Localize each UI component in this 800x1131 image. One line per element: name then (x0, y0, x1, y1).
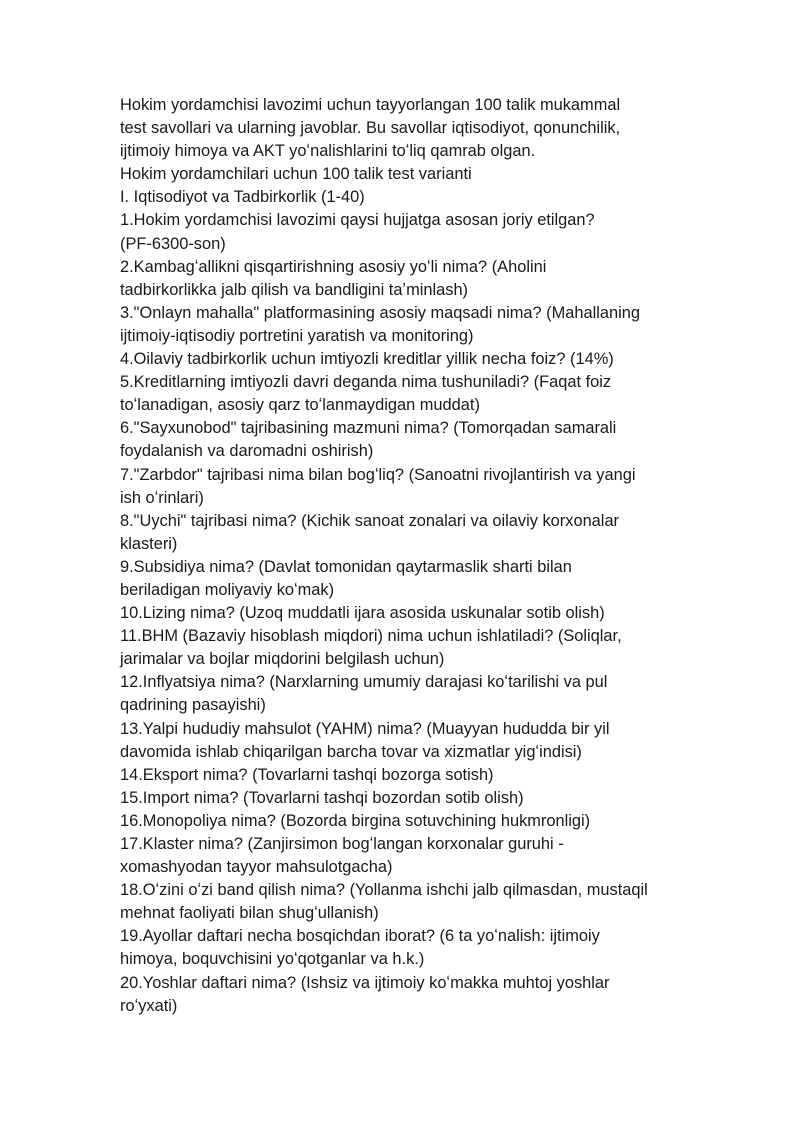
question-line: 9.Subsidiya nima? (Davlat tomonidan qaytarmaslik sharti bilan (120, 557, 572, 576)
question-line: 17.Klaster nima? (Zanjirsimon bogʻlangan korxonalar guruhi - (120, 835, 564, 853)
question-line: 3."Onlayn mahalla" platformasining asosiy maqsadi nima? (Mahallaning (120, 303, 641, 322)
question-line: mehnat faoliyati bilan shugʻullanish) (120, 904, 379, 923)
section-heading: I. Iqtisodiyot va Tadbirkorlik (1-40) (120, 188, 365, 207)
document-heading: Hokim yordamchilari uchun 100 talik test varianti (120, 165, 472, 184)
question-line: 2.Kambagʻallikni qisqartirishning asosiy yoʻli nima? (Aholini (120, 257, 547, 276)
question-line: 5.Kreditlarning imtiyozli davri deganda nima tushuniladi? (Faqat foiz (120, 373, 612, 392)
question-line: 1.Hokim yordamchisi lavozimi qaysi hujjatga asosan joriy etilgan? (120, 211, 595, 230)
question-line: 10.Lizing nima? (Uzoq muddatli ijara asosida uskunalar sotib olish) (120, 604, 605, 623)
question-line: 20.Yoshlar daftari nima? (Ishsiz va ijtimoiy koʻmakka muhtoj yoshlar (120, 973, 610, 992)
question-line: 4.Oilaviy tadbirkorlik uchun imtiyozli kreditlar yillik necha foiz? (14%) (120, 350, 614, 369)
question-line: qadrining pasayishi) (120, 696, 266, 715)
question-line: 12.Inflyatsiya nima? (Narxlarning umumiy darajasi koʻtarilishi va pul (120, 673, 608, 692)
question-line: 18.Oʻzini oʻzi band qilish nima? (Yollanma ishchi jalb qilmasdan, mustaqil (120, 881, 648, 900)
question-line: 6."Sayxunobod" tajribasining mazmuni nima? (Tomorqadan samarali (120, 419, 617, 438)
question-line: himoya, boquvchisini yoʻqotganlar va h.k.) (120, 950, 425, 969)
question-line: beriladigan moliyaviy koʻmak) (120, 580, 335, 599)
question-line: davomida ishlab chiqarilgan barcha tovar va xizmatlar yigʻindisi) (120, 742, 582, 761)
question-line: ish oʻrinlari) (120, 488, 204, 507)
intro-line: ijtimoiy himoya va AKT yoʻnalishlarini toʻliq qamrab olgan. (120, 142, 536, 161)
intro-line: test savollari va ularning javoblar. Bu savollar iqtisodiyot, qonunchilik, (120, 119, 621, 138)
question-line: klasteri) (120, 534, 178, 553)
question-line: ijtimoiy-iqtisodiy portretini yaratish va monitoring) (120, 326, 474, 345)
question-line: foydalanish va daromadni oshirish) (120, 442, 374, 461)
question-line: 8."Uychi" tajribasi nima? (Kichik sanoat zonalari va oilaviy korxonalar (120, 511, 620, 530)
question-line: (PF-6300-son) (120, 234, 226, 253)
question-line: tadbirkorlikka jalb qilish va bandligini taʼminlash) (120, 280, 469, 299)
question-line: jarimalar va bojlar miqdorini belgilash uchun) (120, 650, 445, 669)
question-line: 11.BHM (Bazaviy hisoblash miqdori) nima uchun ishlatiladi? (Soliqlar, (120, 627, 622, 646)
question-line: 19.Ayollar daftari necha bosqichdan iborat? (6 ta yoʻnalish: ijtimoiy (120, 927, 600, 946)
intro-line: Hokim yordamchisi lavozimi uchun tayyorlangan 100 talik mukammal (120, 96, 621, 114)
question-line: xomashyodan tayyor mahsulotgacha) (120, 858, 393, 877)
question-line: roʻyxati) (120, 996, 178, 1015)
question-line: 16.Monopoliya nima? (Bozorda birgina sotuvchining hukmronligi) (120, 811, 591, 830)
document-text (120, 94, 720, 1018)
question-line: 14.Eksport nima? (Tovarlarni tashqi bozorga sotish) (120, 765, 494, 784)
question-line: 15.Import nima? (Tovarlarni tashqi bozordan sotib olish) (120, 788, 524, 807)
question-line: toʻlanadigan, asosiy qarz toʻlanmaydigan muddat) (120, 396, 480, 415)
question-line: 7."Zarbdor" tajribasi nima bilan bogʻliq? (Sanoatni rivojlantirish va yangi (120, 465, 636, 484)
question-line: 13.Yalpi hududiy mahsulot (YAHM) nima? (Muayyan hududda bir yil (120, 719, 610, 738)
